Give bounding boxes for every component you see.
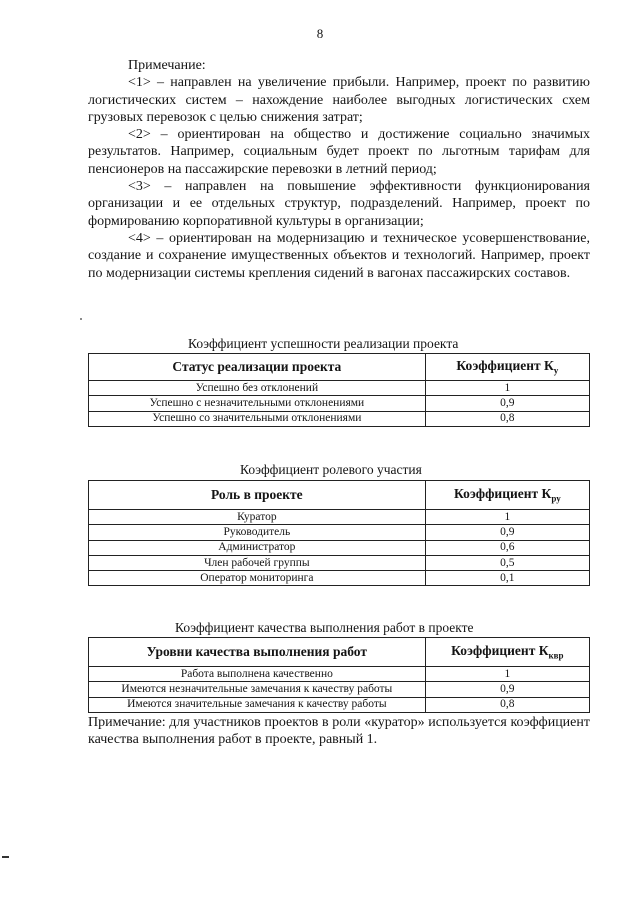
table3-row-value: 1 <box>425 667 589 682</box>
role-coefficient-table <box>88 480 590 586</box>
scan-margin-mark <box>2 856 9 858</box>
table-header-row <box>89 638 590 667</box>
note-item-1: <1> – направлен на увеличение прибыли. Например, проект по развитию логистических систем – нахождение наиболее выгодных логистических схем грузовых перевозок с целью снижения затрат; <box>88 75 590 125</box>
table3-caption: Коэффициент качества выполнения работ в проекте <box>175 620 474 635</box>
quality-coefficient-table <box>88 637 590 713</box>
table-row <box>89 697 590 712</box>
table-row <box>89 396 590 411</box>
table2-row-value: 0,5 <box>425 555 589 570</box>
table1-header-coefficient: Коэффициент $К_у$ <box>425 354 589 381</box>
notes-heading: Примечание: <box>128 58 206 73</box>
table1-row-label: Успешно без отклонений <box>89 381 426 396</box>
table2-row-value: 1 <box>425 510 589 525</box>
table2-row-label: Куратор <box>89 510 426 525</box>
table1-row-label: Успешно со значительными отклонениями <box>89 411 426 426</box>
table-row <box>89 381 590 396</box>
table3-row-label: Имеются значительные замечания к качеству работы <box>89 697 426 712</box>
table2-caption: Коэффициент ролевого участия <box>240 462 422 477</box>
table2-row-label: Администратор <box>89 540 426 555</box>
table2-row-value: 0,6 <box>425 540 589 555</box>
table-header-row <box>89 481 590 510</box>
table2-row-value: 0,9 <box>425 525 589 540</box>
table-row <box>89 540 590 555</box>
table-row <box>89 571 590 586</box>
table1-row-value: 0,8 <box>425 411 589 426</box>
success-coefficient-table <box>88 353 590 427</box>
notes-section <box>88 57 590 282</box>
table2-header-role: Роль в проекте <box>89 481 426 510</box>
table3-row-value: 0,9 <box>425 682 589 697</box>
table3-row-value: 0,8 <box>425 697 589 712</box>
table2-header-coefficient: Коэффициент $К_{ру}$ <box>425 481 589 510</box>
table-header-row <box>89 354 590 381</box>
table1-caption: Коэффициент успешности реализации проекта <box>188 336 459 351</box>
table1-row-label: Успешно с незначительными отклонениями <box>89 396 426 411</box>
table3-row-label: Имеются незначительные замечания к качеству работы <box>89 682 426 697</box>
footnote: Примечание: для участников проектов в роли «куратор» используется коэффициент качества выполнения работ в проекте, равный 1. <box>88 715 590 748</box>
table-row <box>89 555 590 570</box>
page-number: 8 <box>316 26 324 41</box>
table-row <box>89 510 590 525</box>
table-row <box>89 525 590 540</box>
note-item-2: <2> – ориентирован на общество и достижение социально значимых результатов. Например, социальным будет проект по льготным тарифам для пенсионеров на пассажирские перевозки в летний период; <box>88 127 590 177</box>
note-item-4: <4> – ориентирован на модернизацию и техническое усовершенствование, создание и сохранение имущественных объектов и технологий. Например, проект по модернизации системы крепления сидений в вагонах пассажирских составов. <box>88 230 590 281</box>
table2-row-value: 0,1 <box>425 571 589 586</box>
table2-row-label: Оператор мониторинга <box>89 571 426 586</box>
table2-row-label: Член рабочей группы <box>89 555 426 570</box>
table1-header-status: Статус реализации проекта <box>89 354 426 381</box>
table-row <box>89 682 590 697</box>
table-row <box>89 667 590 682</box>
table2-row-label: Руководитель <box>89 525 426 540</box>
note-item-3: <3> – направлен на повышение эффективности функционирования организации и ее отдельных структур, подразделений. Например, проект по формированию корпоративной культуры в организации; <box>88 179 590 229</box>
table1-row-value: 1 <box>425 381 589 396</box>
table-row <box>89 411 590 426</box>
table3-header-quality: Уровни качества выполнения работ <box>89 638 426 667</box>
table3-row-label: Работа выполнена качественно <box>89 667 426 682</box>
table1-row-value: 0,9 <box>425 396 589 411</box>
table3-header-coefficient: Коэффициент $К_{квр}$ <box>425 638 589 667</box>
scan-speck <box>80 318 82 320</box>
